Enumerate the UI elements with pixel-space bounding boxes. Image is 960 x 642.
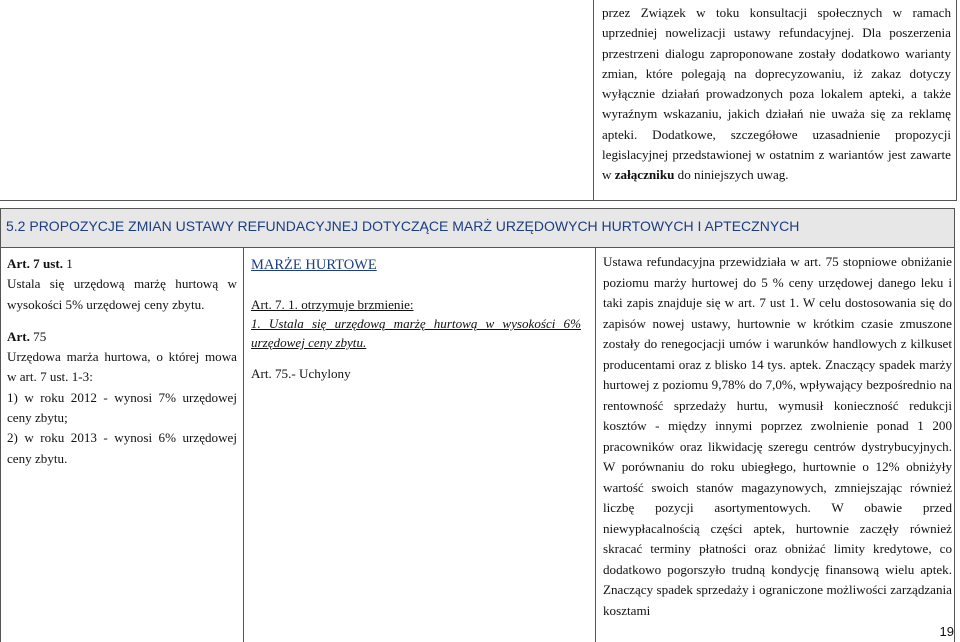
proposal-table	[0, 248, 955, 642]
top-justification-cell	[593, 0, 955, 200]
justification-column: Ustawa refundacyjna przewidziała w art. 75 stopniowe obniżanie poziomu marży hurtowej do 5 % ceny urzędowej danego leku i taki zapis znajduje się w art. 7 ust 1. W celu dostosowania się do zapisów nowej ustawy, hurtownie w krótkim czasie zmuszone zostały do renegocjacji umów i warunków handlowych z kilkuset producentami oraz z blisko 14 tys. aptek. Znaczący spadek marży hurtowej z poziomu 9,78% do 7,0%, wpływający bezpośrednio na rentowność sprzedaży hurtu, wymusił konieczność redukcji kosztów - między innymi poprzez zwolnienie ponad 1 200 pracowników oraz likwidację szeregu centrów dystrybucyjnych. W porównaniu do roku ubiegłego, hurtownie o 12% obniżyły wartość swoich stanów magazynowych, zmniejszając również liczbę pozycji asortymentowych. W obawie przed niewypłacalnością części aptek, hurtownie zaczęły również skracać terminy płatności oraz obniżać limity kredytowe, co dodatkowo pogorszyło trudną kondycję finansową wielu aptek. Znaczący spadek sprzedaży i ograniczone możliwości zarządzania kosztami	[603, 254, 952, 618]
wholesale-margins-heading: MARŻE HURTOWE	[251, 257, 377, 273]
art7-heading: Art. 7 ust. 1	[7, 256, 73, 271]
art7-text: Ustala się urzędową marżę hurtową w wysokości 5% urzędowej ceny zbytu.	[7, 276, 237, 312]
column-divider	[243, 248, 244, 642]
proposed-change-column	[251, 256, 581, 383]
top-table	[0, 0, 957, 201]
art75-item-1: 1) w roku 2012 - wynosi 7% urzędowej ceny zbytu;	[7, 389, 237, 426]
art7-amendment-intro: Art. 7. 1. otrzymuje brzmienie:	[251, 297, 414, 312]
top-cell-text-end: do niniejszych uwag.	[674, 167, 789, 183]
page-number: 19	[939, 624, 954, 639]
section-header: 5.2 PROPOZYCJE ZMIAN USTAWY REFUNDACYJNEJ DOTYCZĄCE MARŻ URZĘDOWYCH HURTOWYCH I APTECZNYCH	[0, 208, 955, 248]
art75-repealed: Art. 75.- Uchylony	[251, 366, 351, 381]
art75-text: Urzędowa marża hurtowa, o której mowa w art. 7 ust. 1-3:	[7, 349, 237, 385]
art75-item-2: 2) w roku 2013 - wynosi 6% urzędowej ceny zbytu.	[7, 430, 237, 466]
attachment-reference: załączniku	[614, 167, 675, 183]
top-cell-text: przez Związek w toku konsultacji społecznych w ramach uprzedniej nowelizacji ustawy refundacyjnej. Dla poszerzenia przestrzeni dialogu zaproponowane zostały dodatkowo warianty zmian, które polegają na doprecyzowaniu, iż zakaz dotyczy wyłącznie działań prowadzonych poza lokalem apteki, a także wyraźnym wskazaniu, jakich działań nie uważa się za reklamę apteki. Dodatkowe, szczegółowe uzasadnienie propozycji legislacyjnej przedstawionej w ostatnim z wariantów jest zawarte w	[602, 5, 951, 183]
current-law-column	[7, 254, 237, 469]
art75-heading: Art. 75	[7, 328, 47, 344]
column-divider	[595, 248, 596, 642]
art7-amendment-text: 1. Ustala się urzędową marżę hurtową w wysokości 6% urzędowej ceny zbytu.	[251, 316, 581, 350]
